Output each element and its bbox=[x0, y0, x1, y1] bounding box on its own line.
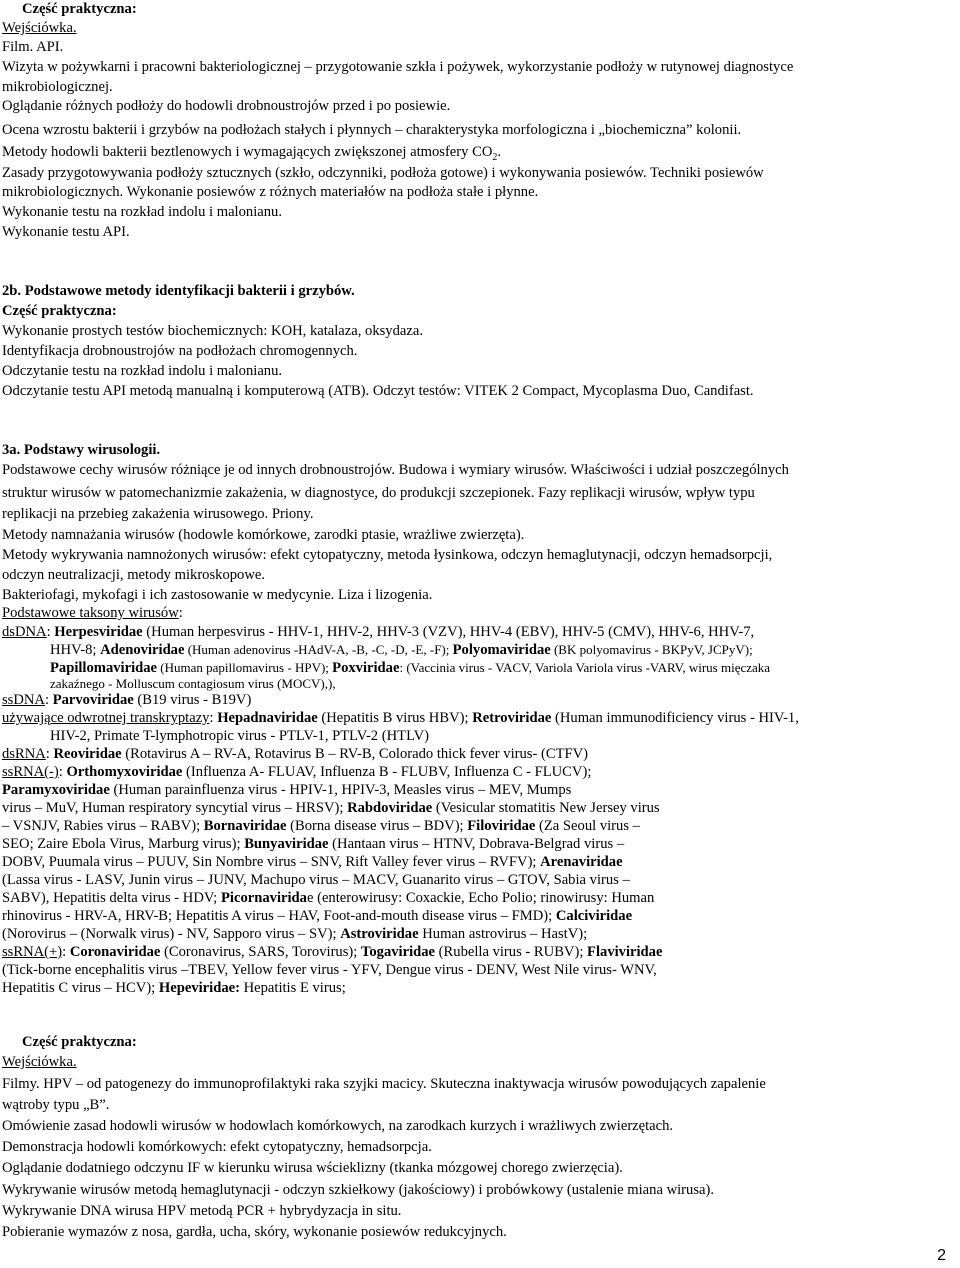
text-line: Bakteriofagi, mykofagi i ich zastosowanie w medycynie. Liza i lizogenia. bbox=[2, 587, 433, 603]
text-line: Odczytanie testu API metodą manualną i komputerową (ATB). Odczyt testów: VITEK 2 Compact, Mycoplasma Duo, Candifast. bbox=[2, 383, 754, 399]
text-line: Wykonanie testu na rozkład indolu i malonianu. bbox=[2, 204, 282, 220]
text-line: wątroby typu „B”. bbox=[2, 1097, 110, 1113]
text-line: Film. API. bbox=[2, 39, 64, 55]
taxa-line: SABV), Hepatitis delta virus - HDV; Picornaviridae (enterowirusy: Coxackie, Echo Polio; rinowirusy: Human bbox=[2, 890, 655, 906]
text-line: odczyn neutralizacji, metody mikroskopowe. bbox=[2, 567, 266, 583]
taxa-line: ssRNA(-): Orthomyxoviridae (Influenza A- FLUAV, Influenza B - FLUBV, Influenza C - FLUCV); bbox=[2, 764, 592, 780]
taxa-line: (Lassa virus - LASV, Junin virus – JUNV, Machupo virus – MACV, Guanarito virus – GTOV, Sabia virus – bbox=[2, 872, 630, 888]
text-line: Metody hodowli bakterii beztlenowych i wymagających zwiększonej atmosfery $CO_2$. bbox=[2, 144, 502, 163]
taxa-line: – VSNJV, Rabies virus – RABV); Bornaviridae (Borna disease virus – BDV); Filoviridae (Za Seoul virus – bbox=[2, 818, 640, 834]
text-line: Metody namnażania wirusów (hodowle komórkowe, zarodki ptasie, wrażliwe zwierzęta). bbox=[2, 527, 525, 543]
taxa-line: virus – MuV, Human respiratory syncytial virus – HRSV); Rabdoviridae (Vesicular stomatitis New Jersey virus bbox=[2, 800, 660, 816]
taxa-line: (Norovirus – (Norwalk virus) - NV, Sapporo virus – SV); Astroviridae Human astrovirus – HastV); bbox=[2, 926, 588, 942]
text-line: Pobieranie wymazów z nosa, gardła, ucha, skóry, wykonanie posiewów redukcyjnych. bbox=[2, 1224, 507, 1240]
text-line: Filmy. HPV – od patogenezy do immunoprofilaktyki raka szyjki macicy. Skuteczna inaktywacja wirusów powodujących zapalenie bbox=[2, 1076, 766, 1092]
section-heading: 3a. Podstawy wirusologii. bbox=[2, 442, 161, 458]
text-line: Wykrywanie DNA wirusa HPV metodą PCR + hybrydyzacja in situ. bbox=[2, 1203, 402, 1219]
text-line: Identyfikacja drobnoustrojów na podłożach chromogennych. bbox=[2, 343, 358, 359]
page-number: 2 bbox=[937, 1247, 946, 1264]
entry-test-link: Wejściówka. bbox=[2, 1054, 77, 1070]
text-line: Ocena wzrostu bakterii i grzybów na podłożach stałych i płynnych – charakterystyka morfologiczna i „biochemiczna” kolonii. bbox=[2, 122, 742, 138]
taxa-line: Papillomaviridae (Human papillomavirus - HPV); Poxviridae: (Vaccinia virus - VACV, Variola Variola virus -VARV, wirus mięczaka bbox=[50, 660, 771, 676]
text-line: Wizyta w pożywkarni i pracowni bakteriologicznej – przygotowanie szkła i pożywek, wykorzystanie podłoży w rutynowej diagnostyce bbox=[2, 59, 794, 75]
taxa-line: Paramyxoviridae (Human parainfluenza virus - HPIV-1, HPIV-3, Measles virus – MEV, Mumps bbox=[2, 782, 572, 798]
text-line: Wykrywanie wirusów metodą hemaglutynacji - odczyn szkiełkowy (jakościowy) i probówkowy (ustalenie miana wirusa). bbox=[2, 1182, 714, 1198]
section-heading: Część praktyczna: bbox=[22, 1, 137, 17]
text-line: struktur wirusów w patomechanizmie zakażenia, w diagnostyce, do produkcji szczepionek. Fazy replikacji wirusów, wpływ typu bbox=[2, 485, 755, 501]
text-line: Demonstracja hodowli komórkowych: efekt cytopatyczny, hemadsorpcja. bbox=[2, 1139, 432, 1155]
text-line: Omówienie zasad hodowli wirusów w hodowlach komórkowych, na zarodkach kurzych i wrażliwych zwierzętach. bbox=[2, 1118, 674, 1134]
taxa-line: Hepatitis C virus – HCV); Hepeviridae: Hepatitis E virus; bbox=[2, 980, 346, 996]
section-heading: 2b. Podstawowe metody identyfikacji bakterii i grzybów. bbox=[2, 283, 355, 299]
taxa-line: (Tick-borne encephalitis virus –TBEV, Yellow fever virus - YFV, Dengue virus - DENV, West Nile virus- WNV, bbox=[2, 962, 657, 978]
text-line: Metody wykrywania namnożonych wirusów: efekt cytopatyczny, metoda łysinkowa, odczyn hemaglutynacji, odczyn hemadsorpcji, bbox=[2, 547, 773, 563]
entry-test-link: Wejściówka. bbox=[2, 20, 77, 36]
taxa-line: dsDNA: Herpesviridae (Human herpesvirus - HHV-1, HHV-2, HHV-3 (VZV), HHV-4 (EBV), HHV-5 (CMV), HHV-6, HHV-7, bbox=[2, 624, 755, 640]
taxa-line: DOBV, Puumala virus – PUUV, Sin Nombre virus – SNV, Rift Valley fever virus – RVFV); Arenaviridae bbox=[2, 854, 623, 870]
taxa-line: HHV-8; Adenoviridae (Human adenovirus -HAdV-A, -B, -C, -D, -E, -F); Polyomaviridae (BK polyomavirus - BKPyV, JCPyV); bbox=[50, 642, 753, 658]
taxa-line: ssRNA(+): Coronaviridae (Coronavirus, SARS, Torovirus); Togaviridae (Rubella virus - RUBV); Flaviviridae bbox=[2, 944, 663, 960]
taxa-line: ssDNA: Parvoviridae (B19 virus - B19V) bbox=[2, 692, 252, 708]
taxa-line: dsRNA: Reoviridae (Rotavirus A – RV-A, Rotavirus B – RV-B, Colorado thick fever virus- (CTFV) bbox=[2, 746, 588, 762]
taxa-line: HIV-2, Primate T-lymphotropic virus - PTLV-1, PTLV-2 (HTLV) bbox=[50, 728, 430, 744]
text-line: mikrobiologicznych. Wykonanie posiewów z różnych materiałów na podłoża stałe i płynne. bbox=[2, 184, 539, 200]
text-line: Wykonanie testu API. bbox=[2, 224, 130, 240]
text-line: Podstawowe cechy wirusów różniące je od innych drobnoustrojów. Budowa i wymiary wirusów. Właściwości i udział poszczególnych bbox=[2, 462, 789, 478]
taxa-line: używające odwrotnej transkryptazy: Hepadnaviridae (Hepatitis B virus HBV); Retroviridae (Human immunodificiency virus - HIV-1, bbox=[2, 710, 799, 726]
text-line: Oglądanie różnych podłoży do hodowli drobnoustrojów przed i po posiewie. bbox=[2, 98, 451, 114]
taxa-line: zakaźnego - Molluscum contagiosum virus (MOCV),), bbox=[50, 676, 336, 691]
text-line: mikrobiologicznej. bbox=[2, 79, 113, 95]
taxa-line: rhinovirus - HRV-A, HRV-B; Hepatitis A virus – HAV, Foot-and-mouth disease virus – FMD); Calciviridae bbox=[2, 908, 633, 924]
text-line: Oglądanie dodatniego odczynu IF w kierunku wirusa wścieklizny (tkanka mózgowej chorego zwierzęcia). bbox=[2, 1160, 623, 1176]
section-heading: Część praktyczna: bbox=[22, 1034, 137, 1050]
text-line: Zasady przygotowywania podłoży sztucznych (szkło, odczynniki, podłoża gotowe) i wykonywania posiewów. Techniki posiewów bbox=[2, 165, 764, 181]
taxa-line: SEO; Zaire Ebola Virus, Marburg virus); Bunyaviridae (Hantaan virus – HTNV, Dobrava-Belgrad virus – bbox=[2, 836, 625, 852]
text-line: replikacji na przebieg zakażenia wirusowego. Priony. bbox=[2, 506, 314, 522]
taxa-heading: Podstawowe taksony wirusów: bbox=[2, 605, 183, 621]
subsection-heading: Część praktyczna: bbox=[2, 303, 117, 319]
text-line: Wykonanie prostych testów biochemicznych: KOH, katalaza, oksydaza. bbox=[2, 323, 423, 339]
text-line: Odczytanie testu na rozkład indolu i malonianu. bbox=[2, 363, 283, 379]
